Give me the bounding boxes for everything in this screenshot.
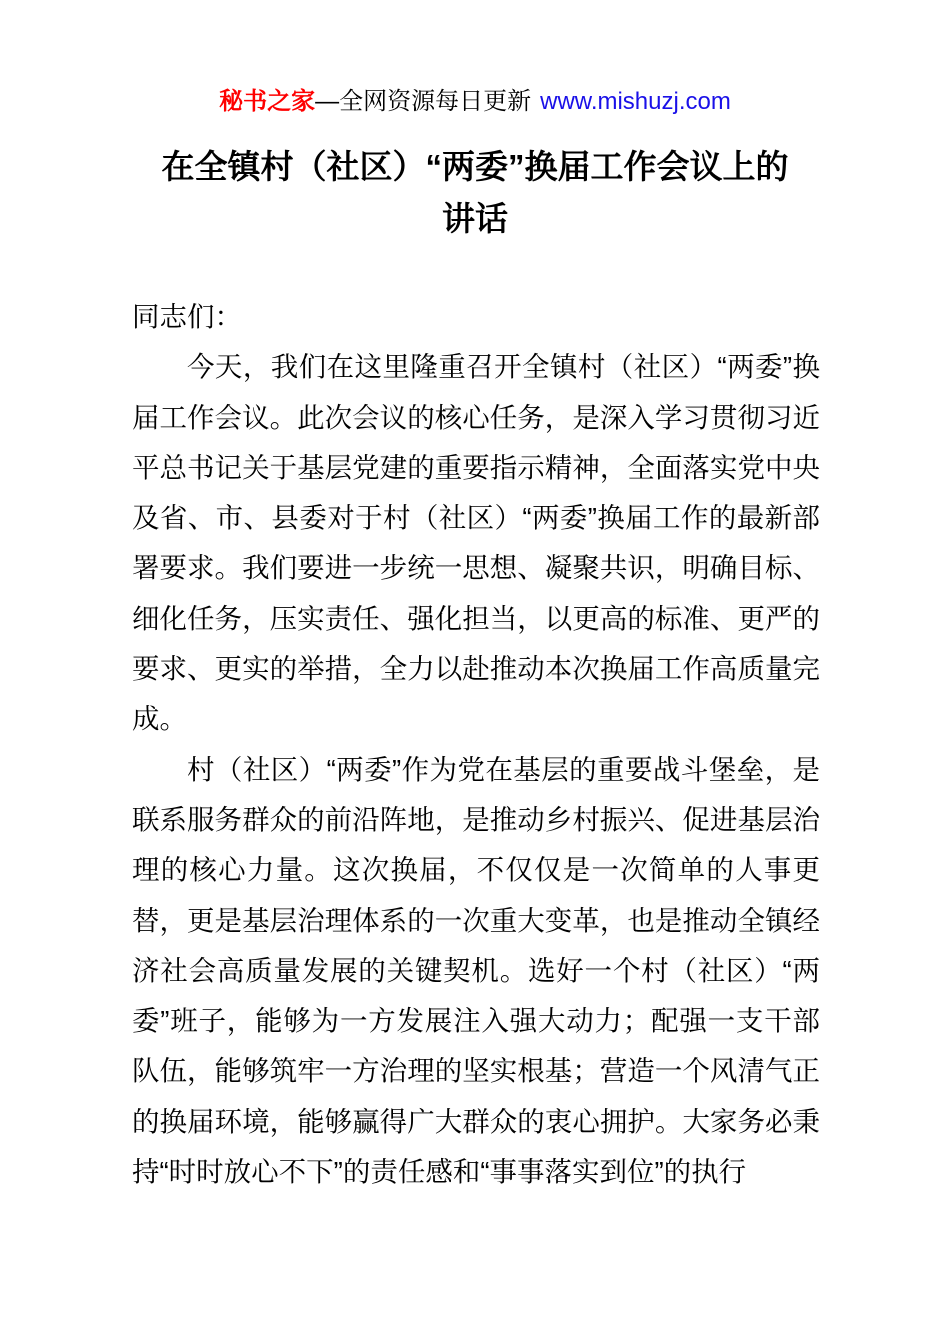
site-brand: 秘书之家 [219,88,316,115]
site-url-link[interactable]: www.mishuzj.com [540,88,731,115]
document-title [130,141,820,245]
paragraph-1: 今天，我们在这里隆重召开全镇村（社区）“两委”换届工作会议。此次会议的核心任务，是深入学习贯彻习近平总书记关于基层党建的重要指示精神，全面落实党中央及省、市、县委对于村（社区）“两委”换届工作的最新部署要求。我们要进一步统一思想、凝聚共识，明确目标、细化任务，压实责任、强化担当，以更高的标准、更严的要求、更实的举措，全力以赴推动本次换届工作高质量完成。 [132,351,820,735]
site-tagline: —全网资源每日更新 [315,88,532,115]
document-title-line-2: 讲话 [442,200,508,237]
document-body [132,292,820,1197]
salutation: 同志们： [132,301,242,332]
paragraph-2: 村（社区）“两委”作为党在基层的重要战斗堡垒，是联系服务群众的前沿阵地，是推动乡村振兴、促进基层治理的核心力量。这次换届，不仅仅是一次简单的人事更替，更是基层治理体系的一次重大变革，也是推动全镇经济社会高质量发展的关键契机。选好一个村（社区）“两委”班子，能够为一方发展注入强大动力；配强一支干部队伍，能够筑牢一方治理的坚实根基；营造一个风清气正的换届环境，能够赢得广大群众的衷心拥护。大家务必秉持“时时放心不下”的责任感和“事事落实到位”的执行 [132,753,820,1188]
document-title-line-1: 在全镇村（社区）“两委”换届工作会议上的 [161,148,789,185]
site-header [0,86,950,118]
